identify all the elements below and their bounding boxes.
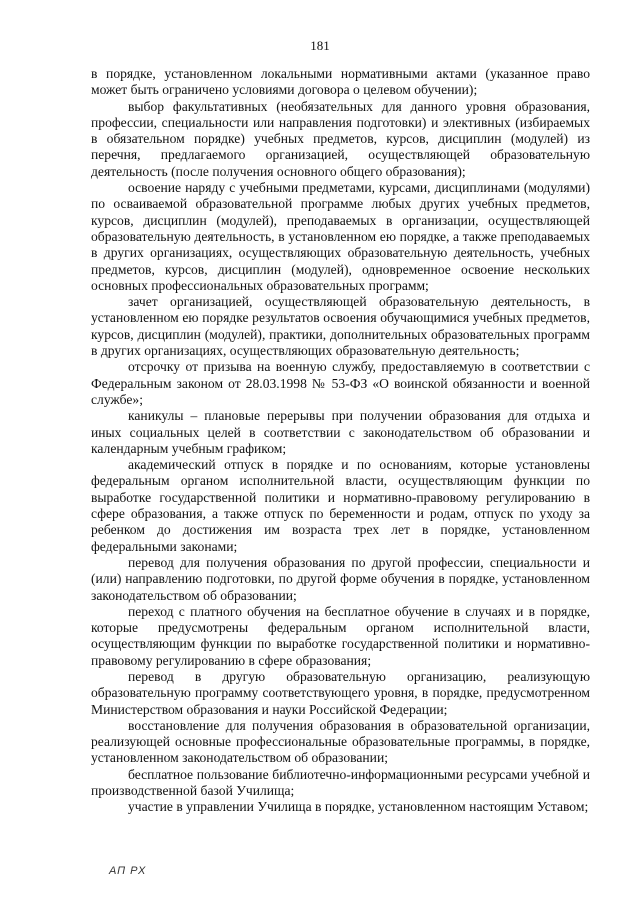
paragraph: академический отпуск в порядке и по основаниям, которые установлены федеральным органом исполнительной власти, осуществляющим функции по выработке государственной политики и нормативно-правовому регулированию в сфере образования, а также отпуск по беременности и родам, отпуск по уходу за ребенком до достижения им возраста трех лет в порядке, установленном федеральными законами;: [91, 457, 590, 554]
handwritten-stamp: АП РХ: [109, 865, 147, 877]
paragraph: освоение наряду с учебными предметами, курсами, дисциплинами (модулями) по осваиваемой образовательной программе любых других учебных предметов, курсов, дисциплин (модулей), преподаваемых в организации, осуществляющей образовательную деятельность, в установленном ею порядке, а также преподаваемых в других организациях, осуществляющих образовательную деятельность, учебных предметов, курсов, дисциплин (модулей), одновременное освоение нескольких основных профессиональных образовательных программ;: [91, 180, 590, 293]
paragraph: восстановление для получения образования в образовательной организации, реализующей основные профессиональные образовательные программы, в порядке, установленном законодательством об образовании;: [91, 717, 590, 766]
paragraph: переход с платного обучения на бесплатное обучение в случаях и в порядке, которые предусмотрены федеральным органом исполнительной власти, осуществляющим функции по выработке государственной политики и нормативно-правовому регулированию в сфере образования;: [91, 603, 590, 668]
paragraph: каникулы – плановые перерывы при получении образования для отдыха и иных социальных целей в соответствии с законодательством об образовании и календарным учебным графиком;: [91, 408, 590, 456]
paragraph: бесплатное пользование библиотечно-информационными ресурсами учебной и производственной базой Училища;: [91, 766, 590, 799]
paragraph: участие в управлении Училища в порядке, установленном настоящим Уставом;: [128, 799, 589, 815]
paragraph: перевод в другую образовательную организацию, реализующую образовательную программу соответствующего уровня, в порядке, предусмотренном Министерством образования и науки Российской Федерации;: [91, 668, 590, 717]
paragraph: выбор факультативных (необязательных для данного уровня образования, профессии, специальности или направления подготовки) и элективных (избираемых в обязательном порядке) учебных предметов, курсов, дисциплин (модулей) из перечня, предлагаемого организацией, осуществляющей образовательную деятельность (после получения основного общего образования);: [91, 98, 590, 179]
paragraph: в порядке, установленном локальными нормативными актами (указанное право может быть ограничено условиями договора о целевом обучении);: [91, 66, 590, 98]
document-body: [91, 66, 590, 816]
paragraph: перевод для получения образования по другой профессии, специальности и (или) направлению подготовки, по другой форме обучения в порядке, установленном законодательством об образовании;: [91, 554, 590, 603]
paragraph: зачет организацией, осуществляющей образовательную деятельность, в установленном ею порядке результатов освоения обучающимися учебных предметов, курсов, дисциплин (модулей), практики, дополнительных образовательных программ в других организациях, осуществляющих образовательную деятельность;: [91, 294, 590, 359]
page-number: 181: [310, 38, 330, 53]
paragraph: отсрочку от призыва на военную службу, предоставляемую в соответствии с Федеральным законом от 28.03.1998 № 53-ФЗ «О воинской обязанности и военной службе»;: [91, 359, 590, 407]
